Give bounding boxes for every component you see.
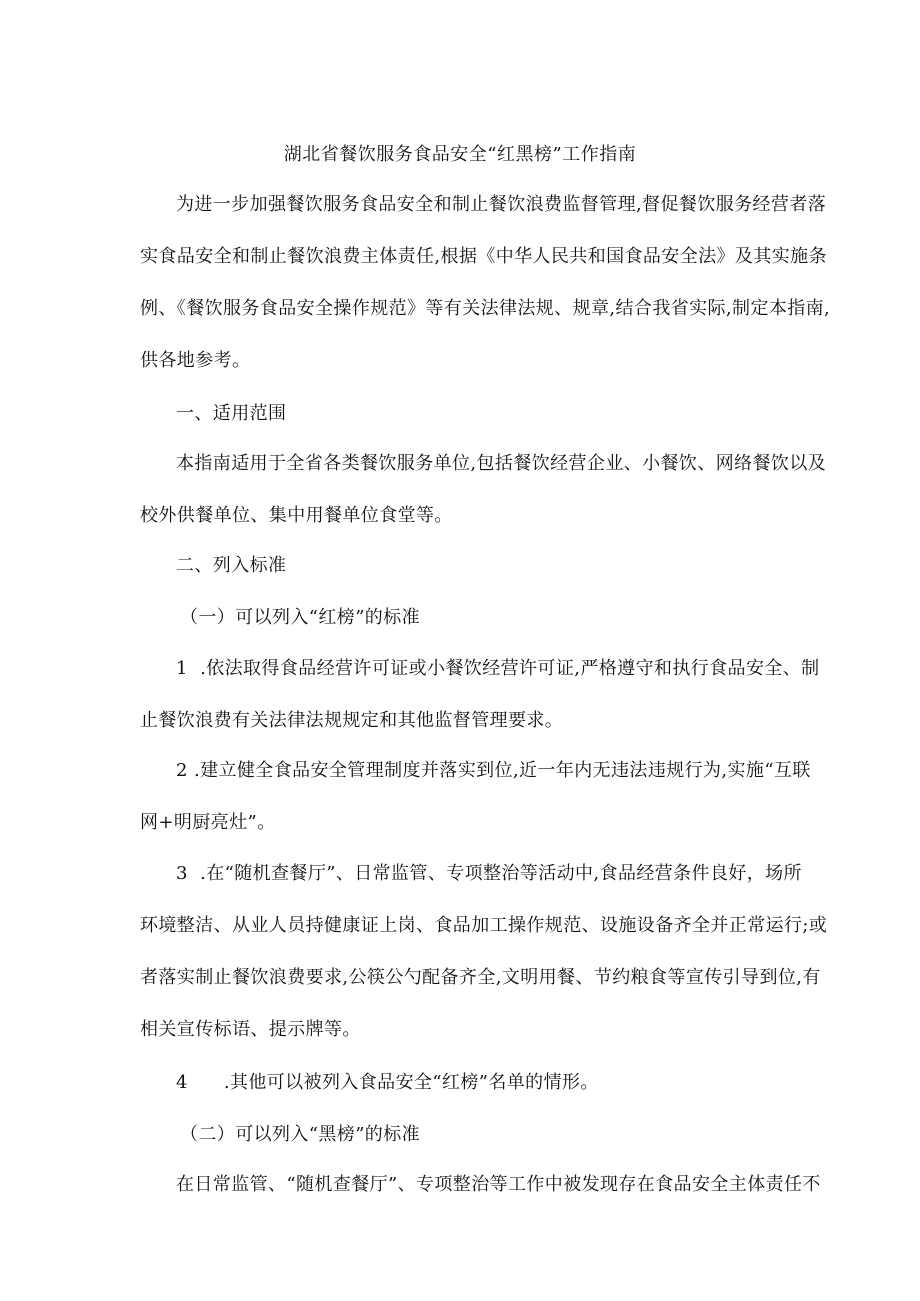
intro-line-3: 例、《餐饮服务食品安全操作规范》等有关法律法规、规章,结合我省实际,制定本指南,: [140, 298, 831, 319]
item-3-line-2: 环境整洁、从业人员持健康证上岗、食品加工操作规范、设施设备齐全并正常运行;或: [140, 915, 828, 936]
item-1-line-1: [176, 654, 820, 680]
subsection-2-line-1: 在日常监管、“随机查餐厅”、专项整治等工作中被发现存在食品安全主体责任不: [176, 1174, 821, 1195]
item-3-line-1: [176, 859, 802, 885]
item-3-number: 3: [176, 863, 188, 884]
item-1-number: 1: [176, 658, 188, 679]
item-3-line-4: 相关宣传标语、提示牌等。: [140, 1019, 361, 1040]
item-3-line-3: 者落实制止餐饮浪费要求,公筷公勺配备齐全,文明用餐、节约粮食等宣传引导到位,有: [140, 967, 821, 988]
subsection-1-heading: （一）可以列入“红榜”的标准: [180, 607, 421, 628]
section-1-line-2: 校外供餐单位、集中用餐单位食堂等。: [140, 505, 453, 526]
item-1-line-2: 止餐饮浪费有关法律法规规定和其他监督管理要求。: [140, 710, 564, 731]
item-4-number: 4: [176, 1072, 188, 1093]
item-3-text: .在“随机查餐厅”、日常监管、专项整治等活动中,食品经营条件良好，场所: [200, 863, 802, 884]
item-2-line-1: 2 .建立健全食品安全管理制度并落实到位,近一年内无违法违规行为,实施“互联: [176, 760, 811, 781]
section-1-heading: 一、适用范围: [176, 403, 287, 424]
intro-line-1: 为进一步加强餐饮服务食品安全和制止餐饮浪费监督管理,督促餐饮服务经营者落: [176, 194, 827, 215]
item-1-text: .依法取得食品经营许可证或小餐饮经营许可证,严格遵守和执行食品安全、制: [200, 658, 820, 679]
subsection-2-heading: （二）可以列入“黑榜”的标准: [180, 1124, 421, 1145]
intro-line-2: 实食品安全和制止餐饮浪费主体责任,根据《中华人民共和国食品安全法》及其实施条: [140, 246, 827, 267]
section-1-line-1: 本指南适用于全省各类餐饮服务单位,包括餐饮经营企业、小餐饮、网络餐饮以及: [176, 453, 827, 474]
item-4-text: .其他可以被列入食品安全“红榜”名单的情形。: [223, 1072, 599, 1093]
item-2-line-2: 网+明厨亮灶”。: [140, 812, 276, 833]
section-2-heading: 二、列入标准: [176, 555, 287, 576]
document-title: 湖北省餐饮服务食品安全“红黑榜”工作指南: [283, 144, 637, 165]
intro-line-4: 供各地参考。: [140, 350, 251, 371]
item-4-line: [176, 1068, 599, 1094]
